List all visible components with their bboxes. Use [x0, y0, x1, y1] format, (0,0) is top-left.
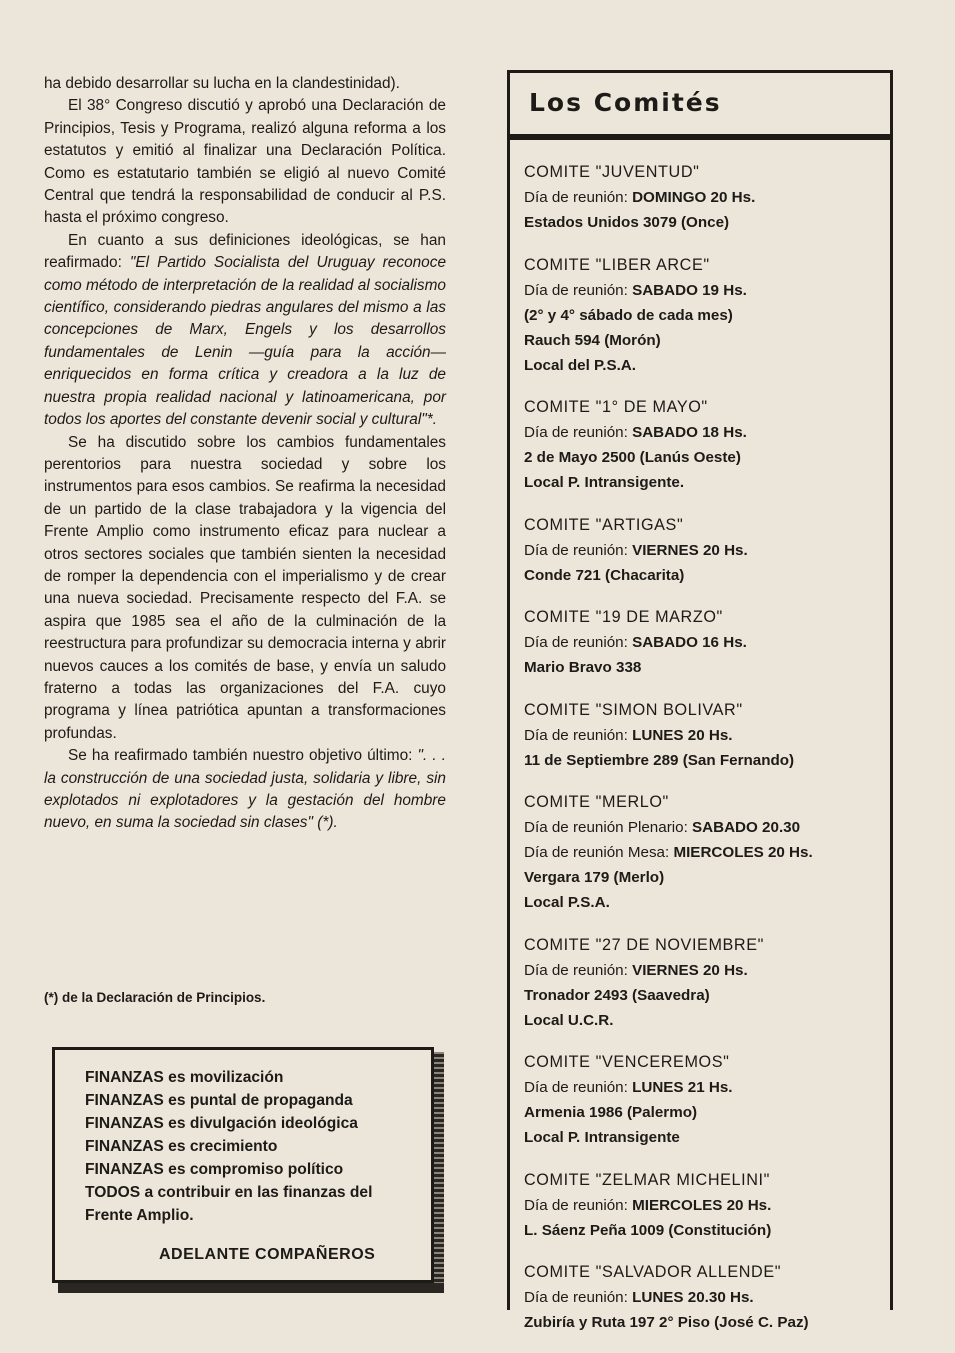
committee-detail [524, 470, 886, 495]
finanzas-line [85, 1181, 425, 1204]
finanzas-box-shadow-bottom [58, 1283, 444, 1293]
committee-detail-value: (2° y 4° sábado de cada mes) [524, 306, 733, 324]
committee-entry [524, 933, 886, 1033]
finanzas-line-keyword: FINANZAS [85, 1092, 164, 1109]
committee-entry [524, 160, 886, 235]
committee-detail [524, 1075, 886, 1100]
committee-detail-value: LUNES 21 Hs. [632, 1079, 733, 1096]
committee-detail-value: Local U.C.R. [524, 1011, 614, 1029]
committee-detail-value: SABADO 20.30 [692, 819, 801, 836]
committee-detail-value: SABADO 16 Hs. [632, 634, 747, 651]
finanzas-line-keyword: TODOS [85, 1184, 141, 1201]
committee-detail-value: Mario Bravo 338 [524, 659, 642, 676]
committee-entry [524, 253, 886, 378]
committee-detail [524, 655, 886, 680]
finanzas-line-text: es movilización [163, 1069, 284, 1086]
committee-detail [524, 445, 886, 470]
committee-detail [524, 983, 886, 1008]
committee-entry [524, 1260, 886, 1335]
committee-detail-value: MIERCOLES 20 Hs. [673, 844, 813, 861]
committee-detail [524, 1100, 886, 1125]
article-paragraph [44, 73, 446, 95]
quoted-text: "El Partido Socialista del Uruguay reconoce como método de interpretación de la realidad al socialismo científico, considerando piedras angulares del mismo a las concepciones de Marx, Engels y los desarrollos fundamentales de Lenin —guía para la acción— enriquecidos en forma crítica y creadora a la luz de nuestra propia realidad nacional y latinoamericana, por todos los aportes del constante devenir social y cultural"*. [44, 254, 446, 429]
committee-detail [524, 1008, 886, 1033]
committee-detail-value: Conde 721 (Chacarita) [524, 566, 685, 584]
committee-detail-value: 2 de Mayo 2500 (Lanús Oeste) [524, 449, 741, 466]
committee-name: COMITE "1° DE MAYO" [524, 398, 708, 416]
committee-detail [524, 303, 886, 328]
committee-detail [524, 865, 886, 890]
paragraph-text: ha debido desarrollar su lucha en la clandestinidad). [44, 75, 400, 92]
paragraph-text: El 38° Congreso discutió y aprobó una Declaración de Principios, Tesis y Programa, realizó alguna reforma a los estatutos y emitió al finalizar una Declaración Política. Como es estatutario también se eligió al nuevo Comité Central que tendrá la responsabilidad de conducir al P.S. hasta el próximo congreso. [44, 97, 446, 227]
committee-detail-label: Día de reunión: [524, 189, 633, 206]
committee-detail [524, 1125, 886, 1150]
finanzas-line-text: es divulgación ideológica [163, 1115, 358, 1132]
committee-name: COMITE "JUVENTUD" [524, 163, 700, 181]
committee-detail [524, 210, 886, 235]
committee-name: COMITE "VENCEREMOS" [524, 1053, 730, 1071]
finanzas-closing: ADELANTE COMPAÑEROS [159, 1246, 376, 1263]
committee-name: COMITE "SIMON BOLIVAR" [524, 700, 743, 719]
committee-detail-value: Local P.S.A. [524, 894, 610, 911]
committee-name: COMITE "ZELMAR MICHELINI" [524, 1170, 770, 1189]
committee-detail-label: Día de reunión Mesa: [524, 844, 674, 861]
committee-detail-value: SABADO 18 Hs. [632, 424, 747, 441]
committee-detail [524, 1285, 886, 1310]
committee-detail-value: L. Sáenz Peña 1009 (Constitución) [524, 1221, 772, 1239]
committee-detail-label: Día de reunión: [524, 1079, 633, 1096]
committee-detail-label: Día de reunión: [524, 541, 633, 559]
paragraph-text: En cuanto a sus definiciones ideológicas, se han reafirmado: [44, 231, 446, 272]
committee-detail [524, 420, 886, 445]
committee-detail [524, 748, 886, 773]
finanzas-line [85, 1158, 425, 1181]
committee-detail [524, 890, 886, 915]
committee-detail [524, 630, 886, 655]
committee-detail-value: Tronador 2493 (Saavedra) [524, 986, 710, 1004]
committee-detail [524, 278, 886, 303]
committee-detail [524, 328, 886, 353]
article-paragraph [44, 432, 446, 746]
committee-detail-value: Vergara 179 (Merlo) [524, 869, 665, 886]
committee-detail [524, 815, 886, 840]
finanzas-line-text: a contribuir en las finanzas del [140, 1184, 373, 1201]
finanzas-line [85, 1135, 425, 1158]
committee-detail-value: Local P. Intransigente. [524, 474, 685, 491]
committee-detail [524, 353, 886, 378]
committee-name: COMITE "SALVADOR ALLENDE" [524, 1263, 782, 1281]
finanzas-line [85, 1112, 425, 1135]
finanzas-line-keyword: FINANZAS [85, 1138, 164, 1155]
committee-detail [524, 538, 886, 563]
committee-name: COMITE "ARTIGAS" [524, 515, 684, 534]
committee-entry [524, 513, 886, 588]
committee-detail-value: Zubiría y Ruta 197 2° Piso (José C. Paz) [524, 1314, 809, 1331]
finanzas-line-text: es compromiso político [163, 1161, 344, 1178]
finanzas-box-shadow-right [434, 1052, 444, 1292]
committee-detail-label: Día de reunión Plenario: [524, 819, 693, 836]
committee-name: COMITE "19 DE MARZO" [524, 608, 723, 626]
paragraph-text: Se ha discutido sobre los cambios fundamentales perentorios para nuestra sociedad y sobre los instrumentos para esos cambios. Se reafirma la necesidad de un partido de la clase trabajadora y la vigencia del Frente Amplio como instrumento eficaz para nuclear a otros sectores sociales que también sienten la necesidad de romper la dependencia con el imperialismo y de crear una nueva sociedad. Precisamente respecto del F.A. se aspira que 1985 sea el año de la culminación de la reestructura para profundizar su democracia interna y abrir nuevos cauces a los comités de base, y envía un saludo fraterno a todas las organizaciones del F.A. cuyo programa y línea patriótica apuntan a transformaciones profundas. [44, 433, 446, 742]
committee-detail [524, 1218, 886, 1243]
committee-detail [524, 1193, 886, 1218]
committee-entry [524, 1050, 886, 1150]
committee-detail-value: 11 de Septiembre 289 (San Fernando) [524, 751, 795, 769]
committee-detail [524, 563, 886, 588]
committee-detail [524, 958, 886, 983]
finanzas-line-keyword: FINANZAS [85, 1115, 164, 1132]
article-paragraph [44, 95, 446, 229]
paragraph-text: Se ha reafirmado también nuestro objetivo último: [68, 747, 418, 765]
committee-name: COMITE "LIBER ARCE" [524, 255, 710, 274]
committees-list [524, 160, 886, 1353]
committee-detail-label: Día de reunión: [524, 726, 633, 744]
finanzas-box [52, 1047, 434, 1283]
committee-entry [524, 1168, 886, 1243]
quoted-text: ". . . la construcción de una sociedad justa, solidaria y libre, sin explotados ni explotadores y la gestación del hombre nuevo, en suma la sociedad sin clases" (*). [44, 747, 446, 832]
committee-entry [524, 698, 886, 773]
committee-detail-value: Local P. Intransigente [524, 1129, 680, 1146]
committees-header-rule [507, 134, 893, 140]
finanzas-line-keyword: FINANZAS [85, 1069, 164, 1086]
finanzas-line [85, 1089, 425, 1112]
article-paragraph [44, 745, 446, 835]
article-paragraph [44, 230, 446, 432]
committees-title: Los Comités [529, 88, 722, 117]
committee-detail-value: Armenia 1986 (Palermo) [524, 1104, 698, 1121]
committee-entry [524, 395, 886, 495]
finanzas-line [85, 1204, 425, 1227]
finanzas-lines [85, 1066, 425, 1227]
committee-detail-value: Estados Unidos 3079 (Once) [524, 214, 730, 231]
committee-detail [524, 840, 886, 865]
committee-detail-label: Día de reunión: [524, 281, 633, 299]
committee-detail-value: LUNES 20 Hs. [632, 726, 733, 744]
committee-detail-value: MIERCOLES 20 Hs. [632, 1196, 772, 1214]
committee-name: COMITE "MERLO" [524, 793, 669, 811]
committee-detail [524, 1310, 886, 1335]
committee-detail-value: Local del P.S.A. [524, 356, 636, 374]
committee-detail-label: Día de reunión: [524, 634, 633, 651]
committee-detail-label: Día de reunión: [524, 424, 633, 441]
committee-entry [524, 790, 886, 915]
finanzas-line [85, 1066, 425, 1089]
committee-detail [524, 723, 886, 748]
committee-entry [524, 605, 886, 680]
committee-name: COMITE "27 DE NOVIEMBRE" [524, 935, 764, 954]
article-body [44, 73, 446, 835]
committee-detail-value: VIERNES 20 Hs. [632, 541, 748, 559]
committee-detail-value: LUNES 20.30 Hs. [632, 1289, 754, 1306]
committee-detail-value: VIERNES 20 Hs. [632, 961, 748, 979]
finanzas-line-text: es puntal de propaganda [163, 1092, 353, 1109]
committee-detail-value: DOMINGO 20 Hs. [632, 189, 756, 206]
committee-detail-value: Rauch 594 (Morón) [524, 331, 661, 349]
committee-detail-label: Día de reunión: [524, 1289, 633, 1306]
committee-detail-label: Día de reunión: [524, 961, 633, 979]
footnote: (*) de la Declaración de Principios. [44, 990, 266, 1005]
committee-detail [524, 185, 886, 210]
finanzas-line-keyword: FINANZAS [85, 1161, 164, 1178]
finanzas-line-text: Frente Amplio. [85, 1207, 194, 1224]
committee-detail-value: SABADO 19 Hs. [632, 281, 747, 299]
finanzas-line-text: es crecimiento [163, 1138, 278, 1155]
committee-detail-label: Día de reunión: [524, 1196, 633, 1214]
